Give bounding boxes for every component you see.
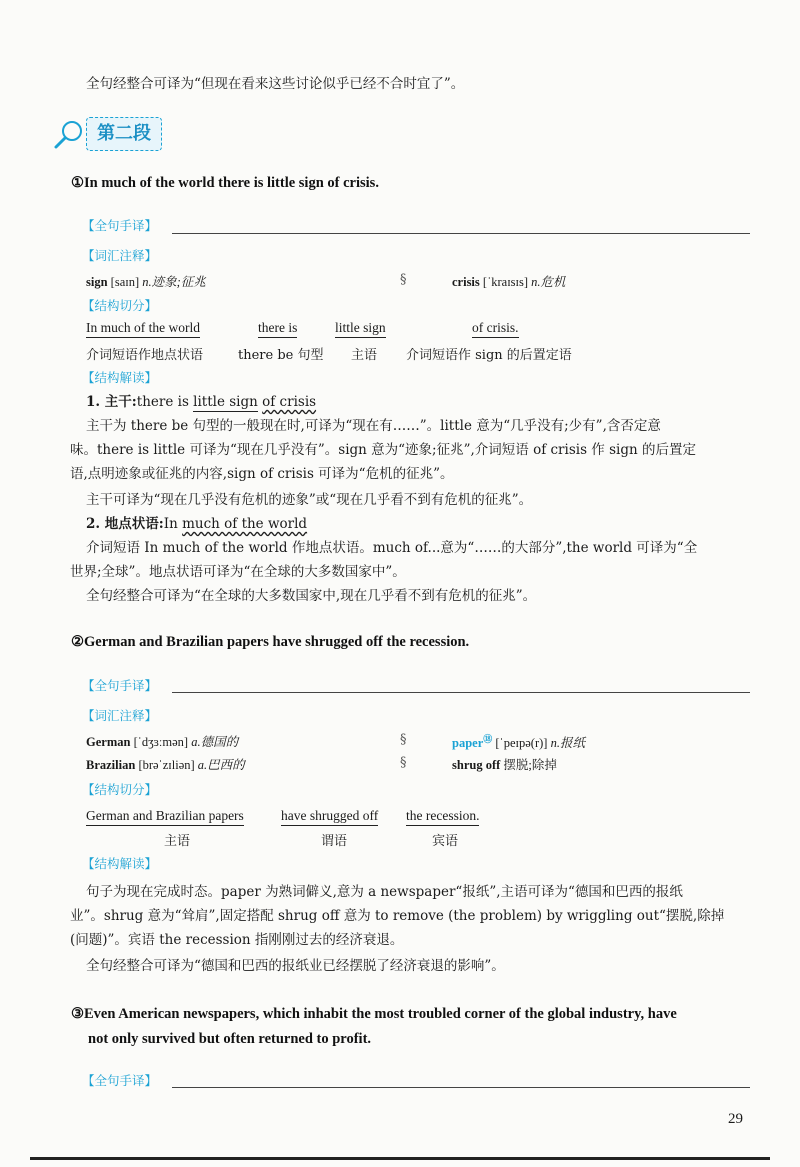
analysis-text: 介词短语 In much of the world 作地点状语。much of...意为“……的大部分”,the world 可译为“全 [86, 540, 698, 556]
tag-analysis: 【结构解读】 [82, 856, 158, 871]
analysis-heading: 1. 主干:there is little sign of crisis [86, 394, 317, 410]
vocab-item: sign [saɪn] n.迹象;征兆 [86, 275, 206, 289]
vocab-item: Brazilian [brəˈzɪliən] a.巴西的 [86, 758, 245, 772]
tag-analysis: 【结构解读】 [82, 370, 158, 385]
tag-vocab: 【词汇注释】 [82, 708, 158, 723]
chunk-label: there be 句型 [238, 348, 324, 363]
analysis-text: 世界;全球”。地点状语可译为“在全球的大多数国家中”。 [70, 564, 406, 580]
vocab-item: shrug off 摆脱;除掉 [452, 758, 557, 772]
sentence-3: ③Even American newspapers, which inhabit the most troubled corner of the global industry, have [71, 1006, 677, 1022]
bottom-rule [30, 1157, 770, 1160]
section-title: 第二段 [86, 117, 162, 151]
chunk: there is [258, 320, 297, 338]
sentence-2: ②German and Brazilian papers have shrugged off the recession. [71, 634, 470, 650]
analysis-text: 句子为现在完成时态。paper 为熟词僻义,意为 a newspaper“报纸”,主语可译为“德国和巴西的报纸 [86, 884, 683, 900]
analysis-text: 语,点明迹象或征兆的内容,sign of crisis 可译为“危机的征兆”。 [70, 466, 454, 482]
vocab-item: paper⑱ [ˈpeɪpə(r)] n.报纸 [452, 734, 585, 751]
chunk: German and Brazilian papers [86, 808, 244, 826]
tag-split: 【结构切分】 [82, 782, 158, 797]
vocab-item: German [ˈdʒɜːmən] a.德国的 [86, 735, 239, 749]
analysis-text: 主干为 there be 句型的一般现在时,可译为“现在有……”。little 意为“几乎没有;少有”,含否定意 [86, 418, 661, 434]
tag-vocab: 【词汇注释】 [82, 248, 158, 263]
chunk: In much of the world [86, 320, 200, 338]
chunk-label: 主语 [351, 348, 378, 363]
translate-line[interactable] [172, 692, 750, 693]
analysis-text: 味。there is little 可译为“现在几乎没有”。sign 意为“迹象;征兆”,介词短语 of crisis 作 sign 的后置定 [70, 442, 696, 458]
chunk-label: 介词短语作地点状语 [86, 348, 204, 363]
analysis-heading: 2. 地点状语:In much of the world [86, 516, 308, 532]
sentence-1: ①In much of the world there is little sign of crisis. [71, 175, 379, 191]
analysis-text: 主干可译为“现在几乎没有危机的迹象”或“现在几乎看不到有危机的征兆”。 [86, 492, 533, 508]
tag-translate: 【全句手译】 [82, 1073, 158, 1088]
tag-translate: 【全句手译】 [82, 218, 158, 233]
vocab-item: crisis [ˈkraɪsɪs] n.危机 [452, 275, 566, 289]
chunk: have shrugged off [281, 808, 378, 826]
tag-translate: 【全句手译】 [82, 678, 158, 693]
vocab-separator: § [400, 272, 407, 287]
analysis-text: (问题)”。宾语 the recession 指刚刚过去的经济衰退。 [70, 932, 404, 948]
chunk: of crisis. [472, 320, 519, 338]
chunk: the recession. [406, 808, 479, 826]
magnifier-icon [52, 118, 86, 150]
chunk-label: 介词短语作 sign 的后置定语 [406, 348, 572, 363]
chunk-label: 宾语 [432, 834, 459, 849]
translate-line[interactable] [172, 1087, 750, 1088]
sentence-3-cont: not only survived but often returned to profit. [88, 1031, 372, 1047]
tag-split: 【结构切分】 [82, 298, 158, 313]
vocab-separator: § [400, 755, 407, 770]
chunk: little sign [335, 320, 386, 338]
analysis-text: 业”。shrug 意为“耸肩”,固定搭配 shrug off 意为 to remove (the problem) by wriggling out“摆脱,除掉 [70, 908, 725, 924]
translate-line[interactable] [172, 233, 750, 234]
analysis-text: 全句经整合可译为“德国和巴西的报纸业已经摆脱了经济衰退的影响”。 [86, 958, 505, 974]
chunk-label: 主语 [164, 834, 191, 849]
intro-line: 全句经整合可译为“但现在看来这些讨论似乎已经不合时宜了”。 [86, 76, 465, 92]
analysis-text: 全句经整合可译为“在全球的大多数国家中,现在几乎看不到有危机的征兆”。 [86, 588, 537, 604]
vocab-separator: § [400, 732, 407, 747]
page-number: 29 [728, 1111, 743, 1127]
chunk-label: 谓语 [321, 834, 348, 849]
